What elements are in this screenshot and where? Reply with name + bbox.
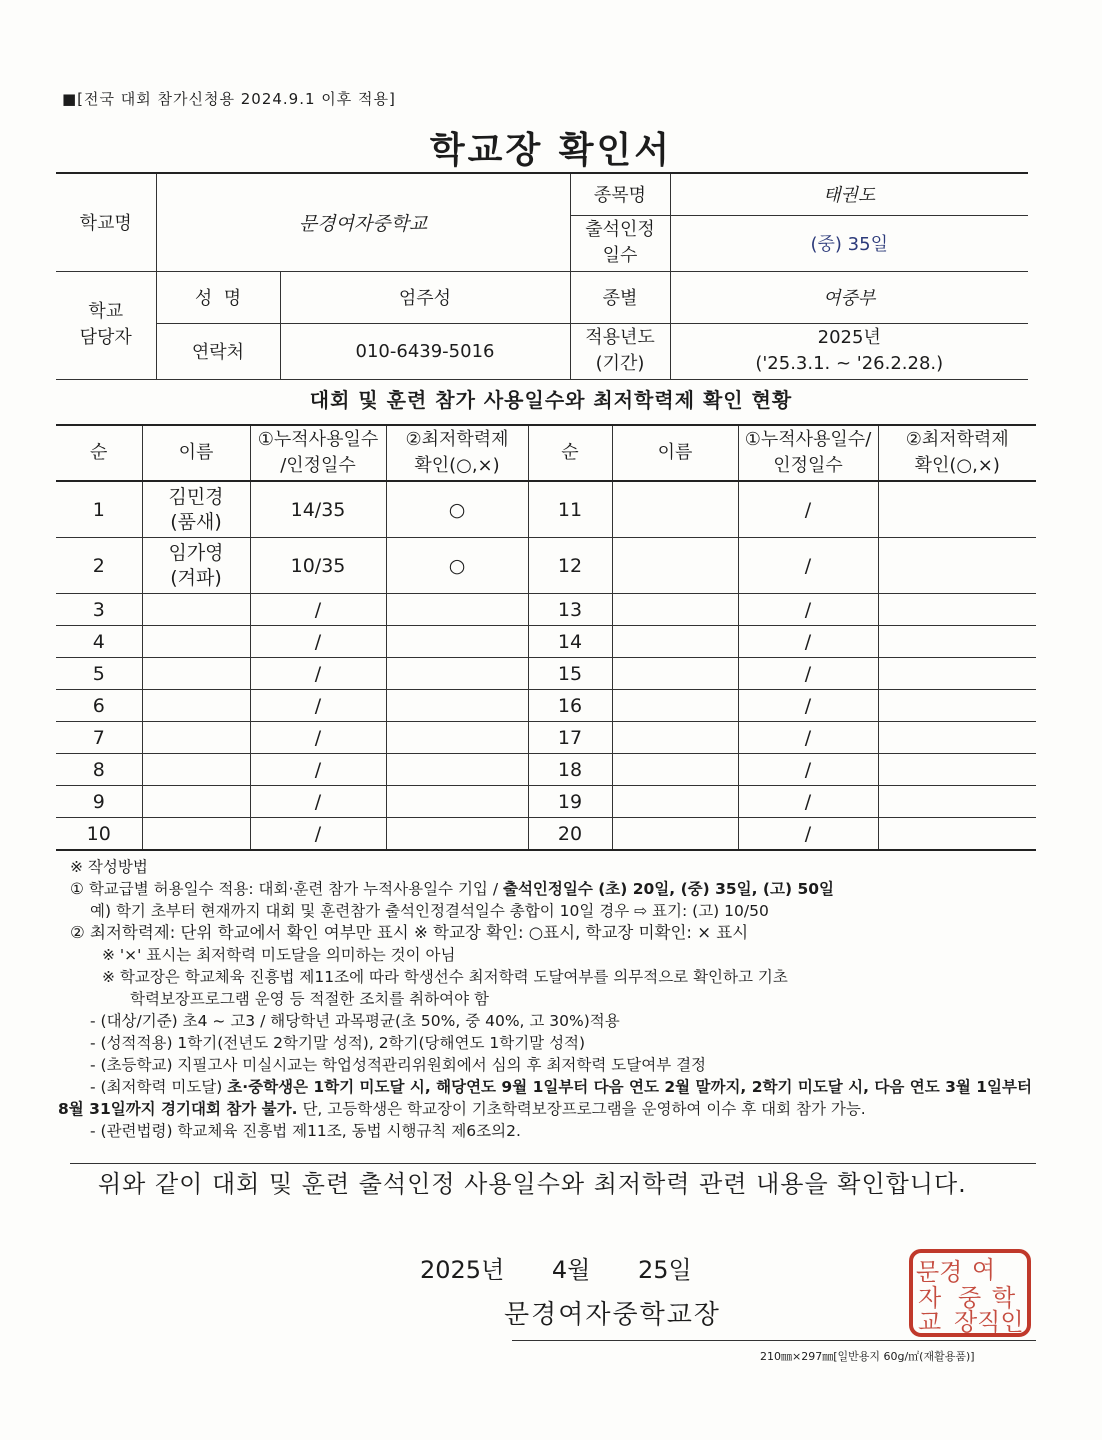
- row-days-right: /: [738, 481, 878, 538]
- row-name: [142, 658, 250, 690]
- table-row: [56, 658, 1036, 690]
- row-days-right: /: [738, 658, 878, 690]
- note-2: ② 최저학력제: 단위 학교에서 확인 여부만 표시 ※ 학교장 확인: ○표시, 학교장 미확인: × 표시: [70, 923, 749, 942]
- table-row: [56, 626, 1036, 658]
- row-min-academic-right: [878, 594, 1036, 626]
- row-name: [142, 786, 250, 818]
- school-info-table: [56, 172, 1028, 380]
- row-days: /: [250, 594, 386, 626]
- row-name: 김민경 (품새): [142, 481, 250, 538]
- confirmation-text: 위와 같이 대회 및 훈련 출석인정 사용일수와 최저학력 관련 내용을 확인합니다.: [98, 1170, 967, 1198]
- header-no-right: 순: [528, 425, 612, 481]
- row-days: /: [250, 626, 386, 658]
- row-days: /: [250, 754, 386, 786]
- note-1-emphasis: 출석인정일수 (초) 20일, (중) 35일, (고) 50일: [502, 880, 835, 898]
- row-days: /: [250, 818, 386, 851]
- header-min-academic: ②최저학력제 확인(○,×): [386, 425, 528, 481]
- apply-year-cell: [670, 323, 1028, 379]
- detail-elementary: - (초등학교) 지필고사 미실시교는 학업성적관리위원회에서 심의 후 최저학력 도달여부 결정: [90, 1056, 707, 1074]
- row-no-right: 17: [528, 722, 612, 754]
- detail-not-reached-emphasis: 초·중학생은 1학기 미도달 시, 해당연도 9월 1일부터 다음 연도 2월 말까지, 2학기 미도달 시, 다음 연도 3월 1일부터 8월 31일까지 경기대회 참가 불가.: [58, 1078, 1032, 1118]
- table-header-row: [56, 425, 1036, 481]
- writing-instructions: [58, 856, 1040, 1142]
- note-1-example: 예) 학기 초부터 현재까지 대회 및 훈련참가 출석인정결석일수 총합이 10일 경우 ⇨ 표기: (고) 10/50: [90, 902, 769, 920]
- header-no: 순: [56, 425, 142, 481]
- svg-text:문경: 문경: [916, 1258, 963, 1286]
- category-label: 종별: [570, 271, 670, 323]
- row-no-right: 16: [528, 690, 612, 722]
- row-days: /: [250, 722, 386, 754]
- svg-text:교: 교: [918, 1308, 942, 1336]
- row-days-right: /: [738, 538, 878, 594]
- issue-date: [420, 1250, 732, 1285]
- svg-text:자: 자: [918, 1284, 942, 1312]
- row-days: 10/35: [250, 538, 386, 594]
- row-min-academic: [386, 594, 528, 626]
- svg-text:장직인: 장직인: [954, 1308, 1024, 1336]
- row-no: 7: [56, 722, 142, 754]
- row-name: [142, 722, 250, 754]
- table-row: [56, 690, 1036, 722]
- row-min-academic-right: [878, 658, 1036, 690]
- row-no-right: 12: [528, 538, 612, 594]
- detail-grades: - (성적적용) 1학기(전년도 2학기말 성적), 2학기(당해연도 1학기말 성적): [90, 1034, 586, 1052]
- svg-text:여: 여: [972, 1256, 996, 1284]
- contact-value: 010-6439-5016: [280, 323, 570, 379]
- principal-name: 문경여자중학교장: [504, 1300, 721, 1330]
- divider: [70, 1163, 1036, 1164]
- row-min-academic: [386, 786, 528, 818]
- row-name-right: [612, 594, 738, 626]
- detail-not-reached-text: 단, 고등학생은 학교장이 기초학력보장프로그램을 운영하여 이수 후 대회 참가 가능.: [297, 1100, 866, 1118]
- table-row: [56, 594, 1036, 626]
- application-note: ■[전국 대회 참가신청용 2024.9.1 이후 적용]: [62, 90, 396, 108]
- attendance-days-value: (중) 35일: [670, 215, 1028, 271]
- category-value: 여중부: [670, 271, 1028, 323]
- date-month: 4월: [551, 1256, 591, 1284]
- row-no-right: 18: [528, 754, 612, 786]
- header-min-academic-right: ②최저학력제 확인(○,×): [878, 425, 1036, 481]
- row-min-academic-right: [878, 818, 1036, 851]
- header-name-right: 이름: [612, 425, 738, 481]
- row-days: /: [250, 658, 386, 690]
- sport-value: 태권도: [670, 173, 1028, 215]
- row-min-academic-right: [878, 754, 1036, 786]
- row-no-right: 11: [528, 481, 612, 538]
- header-name: 이름: [142, 425, 250, 481]
- official-seal: [908, 1248, 1032, 1338]
- school-name-value: 문경여자중학교: [156, 173, 570, 271]
- table-row: [56, 722, 1036, 754]
- row-days: /: [250, 690, 386, 722]
- row-days-right: /: [738, 818, 878, 851]
- row-days: 14/35: [250, 481, 386, 538]
- row-min-academic-right: [878, 481, 1036, 538]
- row-no-right: 19: [528, 786, 612, 818]
- row-no: 6: [56, 690, 142, 722]
- table-row: [56, 538, 1036, 594]
- row-min-academic-right: [878, 626, 1036, 658]
- row-min-academic: [386, 818, 528, 851]
- row-min-academic: [386, 658, 528, 690]
- row-name-right: [612, 626, 738, 658]
- detail-not-reached-label: - (최저학력 미도달): [90, 1078, 228, 1096]
- row-no-right: 13: [528, 594, 612, 626]
- table-row: [56, 786, 1036, 818]
- row-name: [142, 818, 250, 851]
- table-row: [56, 818, 1036, 851]
- status-title: 대회 및 훈련 참가 사용일수와 최저학력제 확인 현황: [309, 388, 793, 412]
- note-1: [70, 878, 1040, 900]
- header-days-right: ①누적사용일수/ 인정일수: [738, 425, 878, 481]
- row-min-academic-right: [878, 722, 1036, 754]
- row-no: 5: [56, 658, 142, 690]
- row-days-right: /: [738, 754, 878, 786]
- row-min-academic: [386, 754, 528, 786]
- row-name: [142, 594, 250, 626]
- row-no: 4: [56, 626, 142, 658]
- row-name: [142, 626, 250, 658]
- row-name-right: [612, 754, 738, 786]
- row-days-right: /: [738, 690, 878, 722]
- row-name-right: [612, 658, 738, 690]
- detail-not-reached: [58, 1076, 1040, 1120]
- date-day: 25일: [638, 1256, 692, 1284]
- row-no: 3: [56, 594, 142, 626]
- row-no-right: 15: [528, 658, 612, 690]
- note-2-sub1: ※ '×' 표시는 최저학력 미도달을 의미하는 것이 아님: [102, 946, 456, 964]
- notes-heading: ※ 작성방법: [70, 858, 148, 876]
- document-title: 학교장 확인서: [429, 130, 673, 171]
- apply-period-value: ('25.3.1. ~ '26.2.28.): [755, 353, 944, 374]
- attendance-days-label: 출석인정 일수: [570, 215, 670, 271]
- header-days: ①누적사용일수 /인정일수: [250, 425, 386, 481]
- row-no-right: 14: [528, 626, 612, 658]
- row-name: 임가영 (겨파): [142, 538, 250, 594]
- row-name-right: [612, 690, 738, 722]
- svg-text:중: 중: [958, 1284, 982, 1312]
- row-days-right: /: [738, 786, 878, 818]
- row-name-right: [612, 818, 738, 851]
- row-no-right: 20: [528, 818, 612, 851]
- row-name: [142, 754, 250, 786]
- note-1-text: ① 학교급별 허용일수 적용: 대회·훈련 참가 누적사용일수 기입 /: [70, 880, 503, 898]
- school-name-label: 학교명: [56, 173, 156, 271]
- row-name-right: [612, 786, 738, 818]
- detail-law: - (관련법령) 학교체육 진흥법 제11조, 동법 시행규칙 제6조의2.: [90, 1122, 521, 1140]
- row-name-right: [612, 538, 738, 594]
- manager-name-value: 엄주성: [280, 271, 570, 323]
- row-min-academic: ○: [386, 481, 528, 538]
- row-no: 1: [56, 481, 142, 538]
- apply-year-value: 2025년: [817, 327, 881, 348]
- manager-name-label: 성 명: [156, 271, 280, 323]
- row-name-right: [612, 481, 738, 538]
- row-min-academic: [386, 626, 528, 658]
- sport-label: 종목명: [570, 173, 670, 215]
- svg-text:학: 학: [992, 1284, 1016, 1312]
- row-days-right: /: [738, 594, 878, 626]
- date-year: 2025년: [420, 1256, 505, 1284]
- footer-divider: [512, 1340, 1036, 1341]
- note-2-sub3: 학력보장프로그램 운영 등 적절한 조치를 취하여야 함: [130, 990, 489, 1008]
- detail-target: - (대상/기준) 초4 ~ 고3 / 해당학년 과목평균(초 50%, 중 40%, 고 30%)적용: [90, 1012, 620, 1030]
- row-days-right: /: [738, 722, 878, 754]
- row-min-academic: [386, 722, 528, 754]
- table-row: [56, 754, 1036, 786]
- row-no: 9: [56, 786, 142, 818]
- row-min-academic-right: [878, 538, 1036, 594]
- note-2-sub2: ※ 학교장은 학교체육 진흥법 제11조에 따라 학생선수 최저학력 도달여부를 의무적으로 확인하고 기초: [102, 968, 788, 986]
- row-no: 2: [56, 538, 142, 594]
- row-no: 8: [56, 754, 142, 786]
- row-no: 10: [56, 818, 142, 851]
- row-name: [142, 690, 250, 722]
- participation-status-table: [56, 424, 1036, 851]
- row-min-academic: ○: [386, 538, 528, 594]
- row-days: /: [250, 786, 386, 818]
- table-row: [56, 481, 1036, 538]
- apply-year-label: 적용년도 (기간): [570, 323, 670, 379]
- school-manager-label: 학교 담당자: [56, 271, 156, 379]
- paper-spec: 210㎜×297㎜[일반용지 60g/㎡(재활용품)]: [760, 1350, 975, 1363]
- contact-label: 연락처: [156, 323, 280, 379]
- row-min-academic-right: [878, 690, 1036, 722]
- row-min-academic: [386, 690, 528, 722]
- row-name-right: [612, 722, 738, 754]
- row-min-academic-right: [878, 786, 1036, 818]
- row-days-right: /: [738, 626, 878, 658]
